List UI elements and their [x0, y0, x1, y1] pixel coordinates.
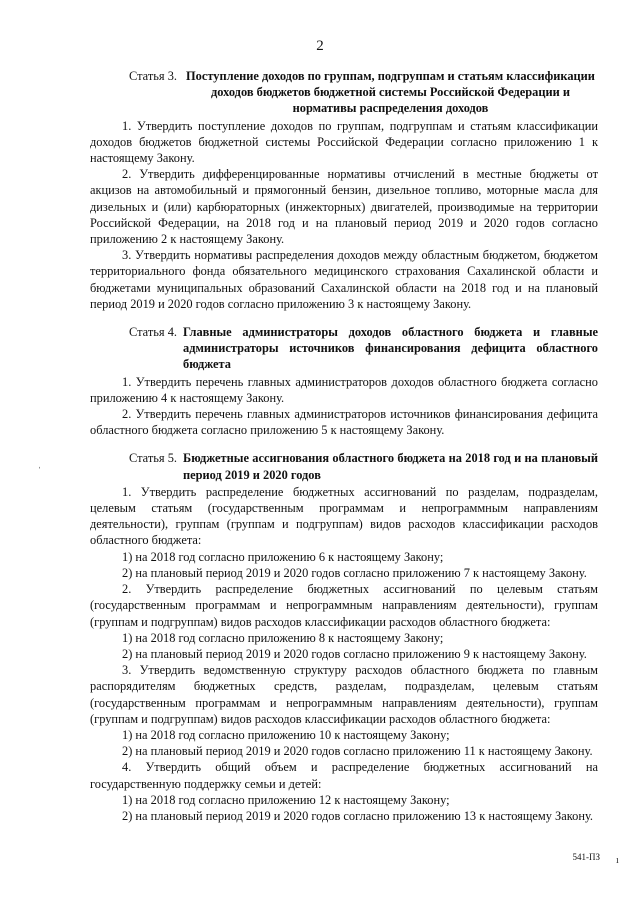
scan-mark: ˌ	[38, 458, 42, 469]
paragraph: 1) на 2018 год согласно приложению 12 к настоящему Закону;	[122, 792, 450, 807]
article-number: Статья 3.	[129, 69, 178, 83]
article-heading	[90, 450, 598, 482]
document-code: 541-ПЗ	[572, 852, 600, 862]
paragraph: 1. Утвердить распределение бюджетных ассигнований по разделам, подразделам, целевым статьям (государственным программам и непрограммным направлениям деятельности), группам (группам и подгруппам) видов расходов классификации расходов областного бюджета:	[90, 484, 598, 548]
paragraph: 3. Утвердить ведомственную структуру расходов областного бюджета по главным распорядителям бюджетных средств, разделам, подразделам, целевым статьям (государственным программам и непрограммным направлениям деятельности), группам (группам и подгруппам) видов расходов классификации расходов областного бюджета:	[90, 663, 598, 726]
document-body	[90, 68, 598, 836]
article-4	[90, 324, 598, 438]
paragraph: 2) на плановый период 2019 и 2020 годов согласно приложению 13 к настоящему Закону.	[122, 808, 594, 823]
article-heading	[90, 324, 598, 373]
article-title: Бюджетные ассигнования областного бюджета на 2018 год и на плановый период 2019 и 2020 годов	[183, 451, 598, 482]
scan-mark: ı	[616, 855, 619, 866]
paragraph: 2) на плановый период 2019 и 2020 годов согласно приложению 9 к настоящему Закону.	[122, 646, 587, 661]
paragraph: 2) на плановый период 2019 и 2020 годов согласно приложению 11 к настоящему Закону.	[122, 744, 593, 759]
paragraph: 2. Утвердить распределение бюджетных ассигнований по целевым статьям (государственным программам и непрограммным направлениям деятельности), группам (группам и подгруппам) видов расходов классификации расходов областного бюджета:	[90, 582, 598, 629]
article-title: Главные администраторы доходов областного бюджета и главные администраторы источников финансирования дефицита областного бюджета	[183, 325, 598, 372]
paragraph: 1. Утвердить поступление доходов по группам, подгруппам и статьям классификации доходов бюджетов бюджетной системы Российской Федерации согласно приложению 1 к настоящему Закону.	[90, 118, 598, 166]
article-title: Поступление доходов по группам, подгруппам и статьям классификации доходов бюджетов бюджетной системы Российской Федерации и нормативы распределения доходов	[186, 69, 595, 116]
paragraph: 1. Утвердить перечень главных администраторов доходов областного бюджета согласно приложению 4 к настоящему Закону.	[90, 374, 598, 405]
article-5	[90, 450, 598, 824]
paragraph: 2. Утвердить перечень главных администраторов источников финансирования дефицита областного бюджета согласно приложению 5 к настоящему Закону.	[90, 407, 598, 438]
paragraph: 1) на 2018 год согласно приложению 10 к настоящему Закону;	[122, 727, 450, 742]
article-number: Статья 5.	[129, 451, 178, 466]
paragraph: 2) на плановый период 2019 и 2020 годов согласно приложению 7 к настоящему Закону.	[122, 565, 587, 580]
paragraph: 1) на 2018 год согласно приложению 8 к настоящему Закону;	[122, 630, 444, 645]
paragraph: 4. Утвердить общий объем и распределение бюджетных ассигнований на государственную поддержку семьи и детей:	[90, 760, 598, 791]
paragraph: 3. Утвердить нормативы распределения доходов между областным бюджетом, бюджетом территориального фонда обязательного медицинского страхования Сахалинской области и бюджетами муниципальных образований Сахалинской области на 2018 год и на плановый период 2019 и 2020 годов согласно приложению 3 к настоящему Закону.	[90, 248, 598, 311]
article-number: Статья 4.	[129, 325, 178, 340]
paragraph: 2. Утвердить дифференцированные нормативы отчислений в местные бюджеты от акцизов на автомобильный и прямогонный бензин, дизельное топливо, моторные масла для дизельных и (или) карбюраторных (инжекторных) двигателей, производимые на территории Российской Федерации, на 2018 год и на плановый период 2019 и 2020 годов согласно приложению 2 к настоящему Закону.	[90, 167, 598, 247]
article-3	[90, 68, 598, 312]
article-heading	[90, 68, 598, 117]
paragraph: 1) на 2018 год согласно приложению 6 к настоящему Закону;	[122, 549, 444, 564]
page-number: 2	[316, 38, 324, 54]
